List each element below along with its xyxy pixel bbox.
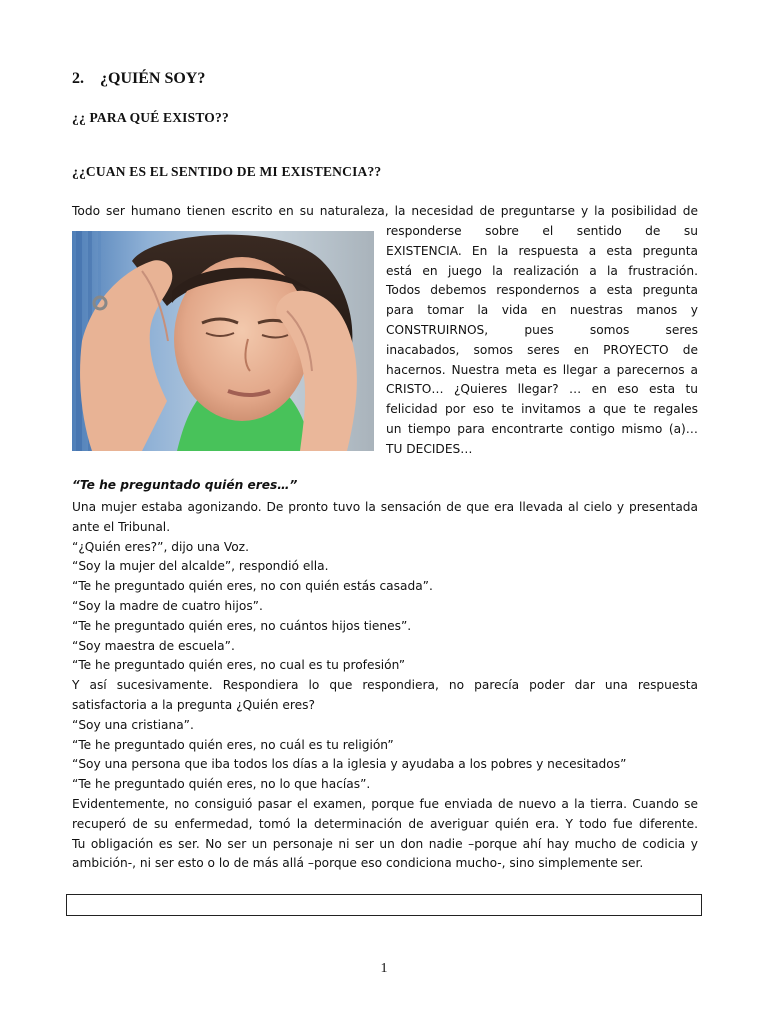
story-line: “Soy la mujer del alcalde”, respondió ella. [72,559,329,574]
text-line: CRISTO… ¿Quieres llegar? … en eso esta tu [386,382,698,397]
text-line: está en juego la realización a la frustración. [386,263,698,278]
story-line: “Te he preguntado quién eres, no cuál es tu religión” [72,737,394,752]
story-line: “Soy una persona que iba todos los días a la iglesia y ayudaba a los pobres y necesitados” [72,757,627,772]
story-line: “Soy maestra de escuela”. [72,638,235,653]
page-number: 1 [380,961,388,976]
text-line: CONSTRUIRNOS, pues somos seres [386,322,698,337]
story-line: Y así sucesivamente. Respondiera lo que respondiera, no parecía poder dar una respuesta [72,678,698,693]
story-line: “Te he preguntado quién eres, no cuántos hijos tienes”. [72,618,412,633]
story-title: “Te he preguntado quién eres…” [72,478,298,492]
text-line: inacabados, somos seres en PROYECTO de [386,342,698,357]
section-heading [72,70,205,88]
text-line: felicidad por eso te invitamos a que te regales [386,402,698,417]
story-line: ante el Tribunal. [72,519,171,534]
story-line: satisfactoria a la pregunta ¿Quién eres? [72,697,315,712]
subheading-meaning: ¿¿CUAN ES EL SENTIDO DE MI EXISTENCIA?? [72,164,382,179]
story-line: recuperó de su enfermedad, tomó la determinación de averiguar quién era. Y todo fue diferente. [72,816,698,831]
text-line: Todos debemos respondernos a esta pregunta [386,283,698,298]
intro-first-line: Todo ser humano tienen escrito en su naturaleza, la necesidad de preguntarse y la posibilidad de [72,204,698,218]
intro-paragraph [386,222,698,460]
subheading-purpose: ¿¿ PARA QUÉ EXISTO?? [72,110,229,125]
story-body [72,498,698,874]
text-line: responderse sobre el sentido de su [386,224,698,238]
section-number: 2. [72,70,84,87]
text-line: para tomar la vida en nuestras manos y [386,303,698,318]
story-line: “Soy la madre de cuatro hijos”. [72,598,263,613]
story-line: “Te he preguntado quién eres, no cual es tu profesión” [72,658,406,673]
story-line: “Te he preguntado quién eres, no lo que hacías”. [72,777,371,792]
story-line: “Te he preguntado quién eres, no con quién estás casada”. [72,579,433,594]
story-line: “¿Quién eres?”, dijo una Voz. [72,539,249,554]
empty-text-box [66,894,702,916]
section-title: ¿QUIÉN SOY? [100,70,206,87]
text-line: hacernos. Nuestra meta es llegar a parecernos a [386,362,698,377]
story-line: Evidentemente, no consiguió pasar el examen, porque fue enviada de nuevo a la tierra. Cuando se [72,796,698,811]
text-line: EXISTENCIA. En la respuesta a esta pregunta [386,243,698,258]
story-line: Tu obligación es ser. No ser un personaje ni ser un don nadie –porque ahí hay mucho de codicia y [72,836,698,851]
text-line: TU DECIDES… [386,441,473,456]
story-line: ambición-, ni ser esto o lo de más allá –porque eso condiciona mucho-, sino simplemente ser. [72,856,644,871]
story-line: “Soy una cristiana”. [72,717,194,732]
story-line: Una mujer estaba agonizando. De pronto tuvo la sensación de que era llevada al cielo y presentada [72,500,698,514]
person-thinking-photo [72,231,374,451]
text-line: un tiempo para encontrarte contigo mismo (a)… [386,421,698,436]
